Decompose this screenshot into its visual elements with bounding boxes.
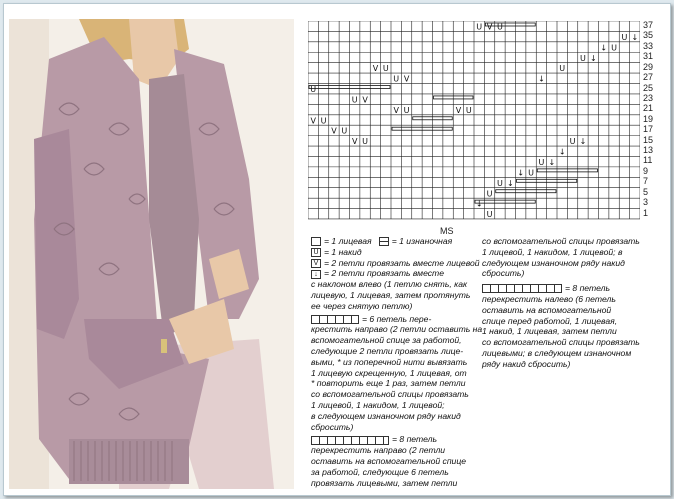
legend-text: сбросить): [311, 421, 354, 432]
row-number: 17: [643, 124, 654, 135]
legend-text: спице перед работой, 1 лицевая,: [482, 315, 618, 326]
chart-stitch-symbol: U: [611, 43, 617, 53]
chart-stitch-symbol: U: [559, 64, 566, 74]
chart-stitch-symbol: V: [362, 95, 368, 105]
chart-stitch-symbol: U: [528, 168, 534, 178]
legend-k2tog: V = 2 петли провязать вместе лицевой: [311, 258, 479, 269]
chart-stitch-symbol: U: [341, 126, 348, 136]
chart-stitch-symbol: U: [403, 105, 410, 115]
row-number: 21: [643, 103, 654, 114]
chart-stitch-symbol: V: [455, 105, 462, 115]
legend-text: выми, * из поперечной нити вывязать: [311, 356, 468, 367]
legend-text: со вспомогательной спицы провязать: [482, 337, 640, 348]
chart-stitch-symbol: V: [372, 64, 379, 74]
legend-yo: U = 1 накид: [311, 247, 479, 258]
chart-stitch-symbol: ↓: [600, 43, 608, 53]
chart-stitch-symbol: U: [351, 95, 358, 105]
legend-cable6: = 6 петель пере-: [311, 314, 479, 325]
chart-stitch-symbol: U: [569, 137, 576, 147]
chart-stitch-symbol: U: [486, 210, 493, 220]
legend-knit-purl: = 1 лицевая = 1 изнаночная: [311, 236, 479, 247]
legend-text: 1 лицевой, 1 накидом, 1 лицевой;: [311, 399, 445, 410]
row-number: 7: [643, 176, 649, 187]
knit-symbol-icon: [311, 237, 321, 246]
row-number: 15: [643, 134, 654, 145]
legend-text: вспомогательной спице за работой,: [311, 335, 462, 346]
chart-stitch-symbol: ↓: [589, 53, 597, 63]
legend-text: лицевыми; в следующем изнаночном: [482, 347, 632, 358]
cable-8-left-symbol-icon: [482, 284, 562, 293]
row-number: 29: [643, 61, 654, 72]
row-number: 23: [643, 92, 654, 103]
chart-stitch-symbol: ↓: [558, 147, 566, 157]
legend-ssk: ↓ = 2 петли провязать вместе: [311, 268, 479, 279]
row-number: 13: [643, 145, 654, 156]
chart-stitch-symbol: V: [331, 126, 337, 136]
purl-symbol-icon: [379, 237, 389, 246]
chart-stitch-symbol: U: [382, 64, 389, 74]
knitting-chart: [308, 21, 640, 221]
legend-cable8-left: = 8 петель: [482, 283, 662, 294]
legend-text: за работой, следующие 6 петель: [311, 466, 449, 477]
chart-stitch-symbol: V: [486, 22, 493, 32]
chart-stitch-symbol: U: [538, 158, 545, 168]
chart-stitch-symbol: ↓: [538, 74, 545, 84]
legend-text: в следующем изнаночном ряду накид: [311, 410, 461, 421]
chart-cable-bar: [485, 23, 535, 26]
model-photo: [9, 19, 294, 489]
chart-stitch-symbol: V: [393, 105, 399, 115]
chart-stitch-symbol: ↓: [548, 158, 556, 168]
chart-stitch-symbol: ↓: [631, 32, 639, 42]
cardigan-illustration: [9, 19, 294, 489]
legend-right: [482, 236, 662, 370]
legend-text: ее через снятую петлю): [311, 300, 413, 311]
legend-left: [311, 236, 483, 488]
chart-stitch-symbol: ↓: [579, 137, 587, 147]
chart-stitch-symbol: V: [403, 74, 410, 84]
ssk-symbol-icon: ↓: [311, 270, 321, 279]
yarn-over-symbol-icon: U: [311, 248, 321, 257]
legend-text: сбросить): [482, 268, 525, 279]
legend-text: ряду накид сбросить): [482, 358, 571, 369]
legend-text: перекрестить направо (2 петли: [311, 445, 446, 456]
legend-text: со вспомогательной спицы провязать: [311, 389, 469, 400]
legend-text: провязать лицевыми, затем петли: [311, 477, 458, 488]
legend-text: с наклоном влево (1 петлю снять, как: [311, 279, 468, 290]
row-number: 25: [643, 82, 654, 93]
cable-8-right-symbol-icon: [311, 436, 389, 445]
row-number: 5: [643, 186, 649, 197]
chart-stitch-symbol: U: [310, 85, 317, 95]
row-number: 3: [643, 197, 649, 208]
legend-text: оставить на вспомогательной: [482, 304, 612, 315]
chart-stitch-symbol: U: [497, 22, 503, 32]
legend-text: лицевую, 1 лицевая, затем протянуть: [311, 289, 471, 300]
row-number: 9: [643, 165, 649, 176]
legend-text: со вспомогательной спицы провязать: [482, 236, 640, 246]
chart-stitch-symbol: U: [621, 32, 628, 42]
row-number: 27: [643, 72, 654, 83]
row-number: 33: [643, 40, 654, 51]
chart-stitch-symbol: ↓: [475, 199, 483, 209]
chart-stitch-symbol: U: [476, 22, 483, 32]
chart-stitch-symbol: ↓: [517, 168, 525, 178]
row-number: 37: [643, 20, 654, 30]
chart-label: MS: [440, 226, 454, 236]
chart-stitch-symbol: U: [320, 116, 327, 126]
legend-text: * повторить еще 1 раз, затем петли: [311, 378, 466, 389]
chart-stitch-symbol: V: [351, 137, 358, 147]
legend-text: крестить направо (2 петли оставить на: [311, 324, 483, 335]
row-number: 11: [643, 155, 653, 166]
chart-stitch-symbol: U: [393, 74, 400, 84]
legend-text: следующие 2 петли провязать лице-: [311, 345, 464, 356]
legend-text: оставить на вспомогательной спице: [311, 455, 467, 466]
legend-text: 1 лицевую скрещенную, 1 лицевая, от: [311, 367, 467, 378]
chart-stitch-symbol: ↓: [506, 178, 514, 188]
chart-stitch-symbol: U: [580, 53, 586, 63]
legend-text: следующем изнаночном ряду накид: [482, 257, 625, 268]
row-number: 19: [643, 113, 654, 124]
chart-stitch-symbol: U: [465, 105, 472, 115]
chart-stitch-symbol: U: [486, 189, 493, 199]
chart-stitch-symbol: U: [497, 178, 503, 188]
chart-stitch-symbol: U: [362, 137, 368, 147]
legend-text: 1 накид, 1 лицевая, затем петли: [482, 326, 617, 337]
row-number: 1: [643, 207, 649, 218]
legend-cable8-right: = 8 петель: [311, 434, 479, 445]
k2tog-symbol-icon: V: [311, 259, 321, 268]
legend-text: 1 лицевой, 1 накидом, 1 лицевой; в: [482, 246, 623, 257]
row-number: 31: [643, 51, 654, 62]
chart-stitch-symbol: V: [310, 116, 316, 126]
legend-text: перекрестить налево (6 петель: [482, 293, 616, 304]
row-number: 35: [643, 30, 654, 41]
cable-6-symbol-icon: [311, 315, 359, 324]
